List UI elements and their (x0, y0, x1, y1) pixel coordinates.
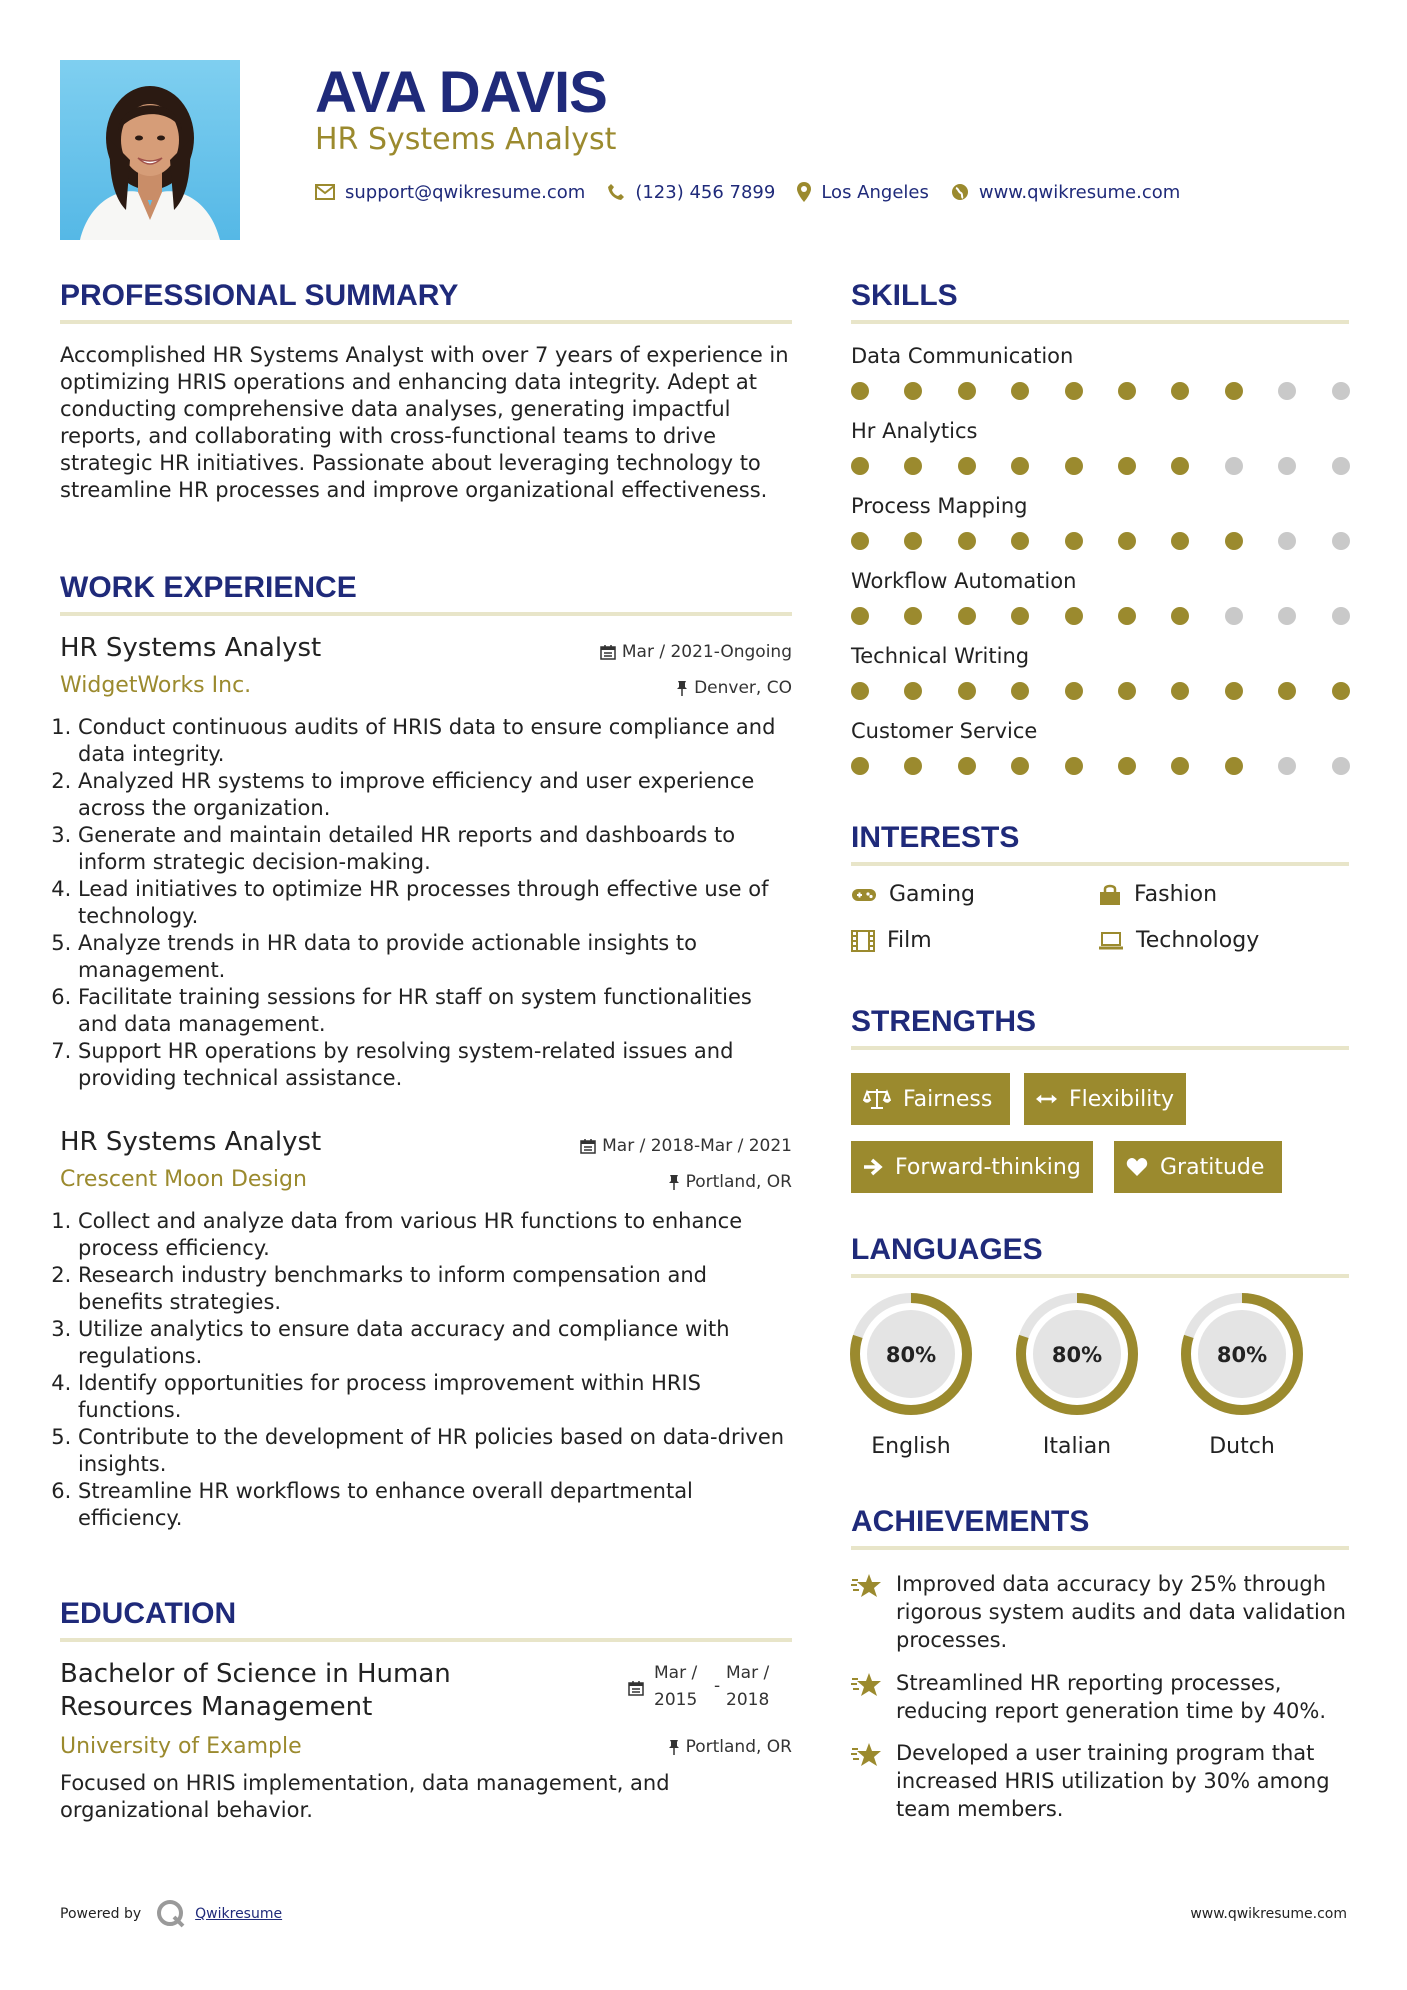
education-location (668, 1737, 792, 1757)
job-entry (60, 1126, 792, 1546)
laptop-icon (1098, 931, 1124, 951)
skill-name: Hr Analytics (851, 419, 978, 443)
education-start-year: 2015 (654, 1690, 698, 1710)
skill-dot-filled (904, 457, 922, 475)
skill-dot-empty (1225, 607, 1243, 625)
balance-scale-icon (863, 1088, 891, 1110)
skill-dot-filled (851, 682, 869, 700)
skill-dot-empty (1278, 532, 1296, 550)
job-bullet: 1. Collect and analyze data from various HR functions to enhance process efficiency. (78, 1208, 792, 1262)
job-entry (60, 632, 792, 1102)
summary-text: Accomplished HR Systems Analyst with over 7 years of experience in optimizing HRIS operations and enhancing data integrity. Adept at conducting comprehensive data analyses, generating impactful reports, and collaborating with cross-functional teams to drive strategic HR initiatives. Passionate about leveraging technology to streamline HR processes and improve organizational effectiveness. (60, 343, 789, 502)
skill-dot-filled (1118, 532, 1136, 550)
skill-dot-filled (1171, 757, 1189, 775)
skill-dot-filled (958, 532, 976, 550)
strength-badge (1114, 1141, 1282, 1193)
skill-dot-filled (1118, 382, 1136, 400)
skill-dot-filled (1118, 457, 1136, 475)
skill-dot-empty (1278, 607, 1296, 625)
education-start-month: Mar / (654, 1663, 698, 1683)
job-role: HR Systems Analyst (60, 633, 322, 663)
education-heading: EDUCATION (60, 1597, 237, 1630)
skill-dot-filled (1171, 457, 1189, 475)
skill-rating (851, 382, 1351, 402)
skill-name: Technical Writing (851, 644, 1030, 668)
skill-dot-filled (1171, 532, 1189, 550)
job-bullet: 5. Analyze trends in HR data to provide actionable insights to management. (78, 930, 792, 984)
job-bullets (60, 714, 792, 1092)
language-percent: 80% (1051, 1343, 1103, 1367)
education-divider (60, 1638, 792, 1642)
pushpin-icon (668, 1174, 680, 1190)
location-text: Los Angeles (821, 181, 929, 203)
achievement-text: Streamlined HR reporting processes, reducing report generation time by 40%. (896, 1671, 1327, 1723)
languages-divider (851, 1274, 1349, 1278)
job-bullet: 7. Support HR operations by resolving system-related issues and providing technical assistance. (78, 1038, 792, 1092)
job-bullet: 4. Lead initiatives to optimize HR processes through effective use of technology. (78, 876, 792, 930)
qwikresume-link[interactable]: Qwikresume (195, 1906, 283, 1922)
skill-dot-filled (851, 757, 869, 775)
job-bullet: 2. Research industry benchmarks to inform compensation and benefits strategies. (78, 1262, 792, 1316)
strength-badge (851, 1141, 1093, 1193)
job-bullet: 6. Streamline HR workflows to enhance overall departmental efficiency. (78, 1478, 792, 1532)
skill-dot-filled (1011, 682, 1029, 700)
film-icon (851, 930, 875, 952)
experience-divider (60, 612, 792, 616)
arrow-right-icon (863, 1158, 883, 1176)
job-company: WidgetWorks Inc. (60, 673, 252, 698)
job-bullet: 6. Facilitate training sessions for HR staff on system functionalities and data management. (78, 984, 792, 1038)
job-location (668, 1172, 792, 1192)
powered-by-label: Powered by (60, 1906, 142, 1922)
footer-powered-by (60, 1898, 282, 1930)
achievements-heading: ACHIEVEMENTS (851, 1505, 1090, 1538)
skill-dot-filled (1171, 682, 1189, 700)
skill-dot-empty (1278, 382, 1296, 400)
skill-dot-filled (851, 532, 869, 550)
education-degree: Bachelor of Science in Human Resources Management (60, 1659, 451, 1722)
interest-item (851, 882, 975, 907)
skill-dot-empty (1332, 757, 1350, 775)
skills-divider (851, 320, 1349, 324)
education-start (654, 1660, 714, 1714)
skill-dot-filled (904, 382, 922, 400)
job-date (600, 642, 792, 662)
star-icon (851, 1741, 883, 1769)
skill-name: Data Communication (851, 344, 1074, 368)
arrows-horizontal-icon (1036, 1092, 1057, 1106)
skill-rating (851, 757, 1351, 777)
shopping-bag-icon (1098, 884, 1122, 906)
job-bullet: 2. Analyzed HR systems to improve efficiency and user experience across the organization. (78, 768, 792, 822)
calendar-icon (628, 1680, 644, 1696)
star-icon (851, 1671, 883, 1699)
skill-dot-empty (1278, 757, 1296, 775)
date-dash: - (714, 1676, 721, 1696)
language-ring (1015, 1292, 1139, 1416)
skill-dot-filled (958, 607, 976, 625)
language-name: Italian (1042, 1434, 1112, 1459)
skill-dot-filled (904, 682, 922, 700)
qwikresume-logo-icon (155, 1898, 187, 1930)
skill-dot-filled (1171, 607, 1189, 625)
skill-dot-filled (1118, 607, 1136, 625)
job-bullet: 3. Utilize analytics to ensure data accuracy and compliance with regulations. (78, 1316, 792, 1370)
skill-dot-filled (851, 382, 869, 400)
heart-icon (1126, 1157, 1148, 1177)
strength-label: Forward-thinking (895, 1154, 1081, 1180)
website-link[interactable]: www.qwikresume.com (978, 181, 1181, 203)
achievement-text: Developed a user training program that increased HRIS utilization by 30% among team members. (896, 1741, 1330, 1821)
summary-heading: PROFESSIONAL SUMMARY (60, 279, 459, 312)
education-end-month: Mar / (726, 1663, 770, 1683)
languages-heading: LANGUAGES (851, 1233, 1043, 1266)
job-location-text: Portland, OR (685, 1172, 792, 1192)
interest-item (1098, 882, 1217, 907)
skill-dot-filled (1118, 757, 1136, 775)
strength-label: Flexibility (1069, 1086, 1174, 1112)
skill-name: Workflow Automation (851, 569, 1077, 593)
job-date-text: Mar / 2021-Ongoing (621, 642, 792, 662)
skill-dot-empty (1225, 457, 1243, 475)
map-marker-icon (797, 182, 811, 202)
skill-dot-filled (1278, 682, 1296, 700)
achievements-divider (851, 1546, 1349, 1550)
phone-number[interactable]: (123) 456 7899 (635, 181, 776, 203)
skill-dot-filled (1332, 682, 1350, 700)
skill-rating (851, 607, 1351, 627)
skill-dot-filled (1118, 682, 1136, 700)
skill-rating (851, 682, 1351, 702)
skill-dot-filled (1065, 457, 1083, 475)
skill-dot-filled (1065, 532, 1083, 550)
skill-dot-filled (851, 607, 869, 625)
strength-badge (1024, 1073, 1186, 1125)
skill-rating (851, 532, 1351, 552)
language-name: English (871, 1434, 951, 1459)
job-bullets (60, 1208, 792, 1532)
language-percent: 80% (885, 1343, 937, 1367)
email-link[interactable]: support@qwikresume.com (345, 181, 586, 203)
job-bullet: 5. Contribute to the development of HR policies based on data-driven insights. (78, 1424, 792, 1478)
skill-dot-filled (851, 457, 869, 475)
skill-dot-filled (1011, 532, 1029, 550)
language-item (1180, 1292, 1304, 1459)
candidate-title: HR Systems Analyst (315, 122, 617, 157)
language-item (1015, 1292, 1139, 1459)
education-school: University of Example (60, 1734, 302, 1759)
skill-dot-filled (1011, 757, 1029, 775)
skill-dot-filled (1011, 457, 1029, 475)
education-description: Focused on HRIS implementation, data management, and organizational behavior. (60, 1771, 670, 1822)
skill-dot-filled (1225, 757, 1243, 775)
skill-dot-filled (1225, 532, 1243, 550)
job-bullet: 3. Generate and maintain detailed HR reports and dashboards to inform strategic decision-making. (78, 822, 792, 876)
job-location (676, 678, 792, 698)
summary-divider (60, 320, 792, 324)
pushpin-icon (668, 1739, 680, 1755)
skill-dot-empty (1332, 457, 1350, 475)
skill-name: Customer Service (851, 719, 1038, 743)
skill-dot-filled (1065, 757, 1083, 775)
language-percent: 80% (1216, 1343, 1268, 1367)
calendar-icon (580, 1138, 596, 1154)
skill-dot-filled (1065, 382, 1083, 400)
candidate-name: AVA DAVIS (315, 60, 607, 125)
skill-dot-filled (904, 757, 922, 775)
job-date-text: Mar / 2018-Mar / 2021 (602, 1136, 792, 1156)
envelope-icon (315, 184, 335, 200)
pushpin-icon (676, 680, 688, 696)
education-end (726, 1660, 786, 1714)
language-ring (849, 1292, 973, 1416)
skills-heading: SKILLS (851, 279, 958, 312)
skill-dot-empty (1332, 532, 1350, 550)
education-location-text: Portland, OR (685, 1737, 792, 1757)
interests-heading: INTERESTS (851, 821, 1020, 854)
skill-name: Process Mapping (851, 494, 1028, 518)
skill-dot-filled (958, 457, 976, 475)
experience-heading: WORK EXPERIENCE (60, 571, 357, 604)
gamepad-icon (851, 887, 877, 903)
skill-dot-empty (1332, 607, 1350, 625)
strength-label: Fairness (903, 1086, 993, 1112)
interest-label: Film (887, 928, 932, 953)
skill-dot-filled (1225, 382, 1243, 400)
strengths-heading: STRENGTHS (851, 1005, 1037, 1038)
strength-label: Gratitude (1160, 1154, 1265, 1180)
skill-dot-filled (904, 607, 922, 625)
job-bullet: 4. Identify opportunities for process improvement within HRIS functions. (78, 1370, 792, 1424)
calendar-icon (600, 644, 616, 660)
skill-dot-filled (1011, 382, 1029, 400)
skill-dot-empty (1278, 457, 1296, 475)
education-dates (628, 1660, 786, 1714)
phone-icon (607, 183, 625, 201)
strength-badge (851, 1073, 1010, 1125)
language-item (849, 1292, 973, 1459)
skill-dot-filled (1225, 682, 1243, 700)
job-bullet: 1. Conduct continuous audits of HRIS data to ensure compliance and data integrity. (78, 714, 792, 768)
globe-icon (951, 183, 969, 201)
achievement-text: Improved data accuracy by 25% through rigorous system audits and data validation processes. (896, 1572, 1346, 1652)
skill-rating (851, 457, 1351, 477)
job-company: Crescent Moon Design (60, 1167, 307, 1192)
skill-dot-empty (1332, 382, 1350, 400)
strengths-divider (851, 1046, 1349, 1050)
skill-dot-filled (958, 757, 976, 775)
skill-dot-filled (1171, 382, 1189, 400)
interest-item (1098, 928, 1259, 953)
skill-dot-filled (1065, 607, 1083, 625)
interest-item (851, 928, 932, 953)
interest-label: Fashion (1134, 882, 1218, 907)
skill-dot-filled (958, 382, 976, 400)
job-date (580, 1136, 792, 1156)
contact-bar (315, 178, 1202, 206)
language-ring (1180, 1292, 1304, 1416)
interest-label: Gaming (889, 882, 975, 907)
job-location-text: Denver, CO (694, 678, 792, 698)
job-role: HR Systems Analyst (60, 1127, 322, 1157)
skill-dot-filled (1065, 682, 1083, 700)
skill-dot-filled (904, 532, 922, 550)
star-icon (851, 1572, 883, 1600)
profile-photo (60, 60, 240, 240)
skill-dot-filled (958, 682, 976, 700)
skill-dot-filled (1011, 607, 1029, 625)
language-name: Dutch (1209, 1434, 1275, 1459)
interests-divider (851, 862, 1349, 866)
education-end-year: 2018 (726, 1690, 770, 1710)
interest-label: Technology (1136, 928, 1260, 953)
footer-website-link[interactable]: www.qwikresume.com (1190, 1906, 1347, 1922)
